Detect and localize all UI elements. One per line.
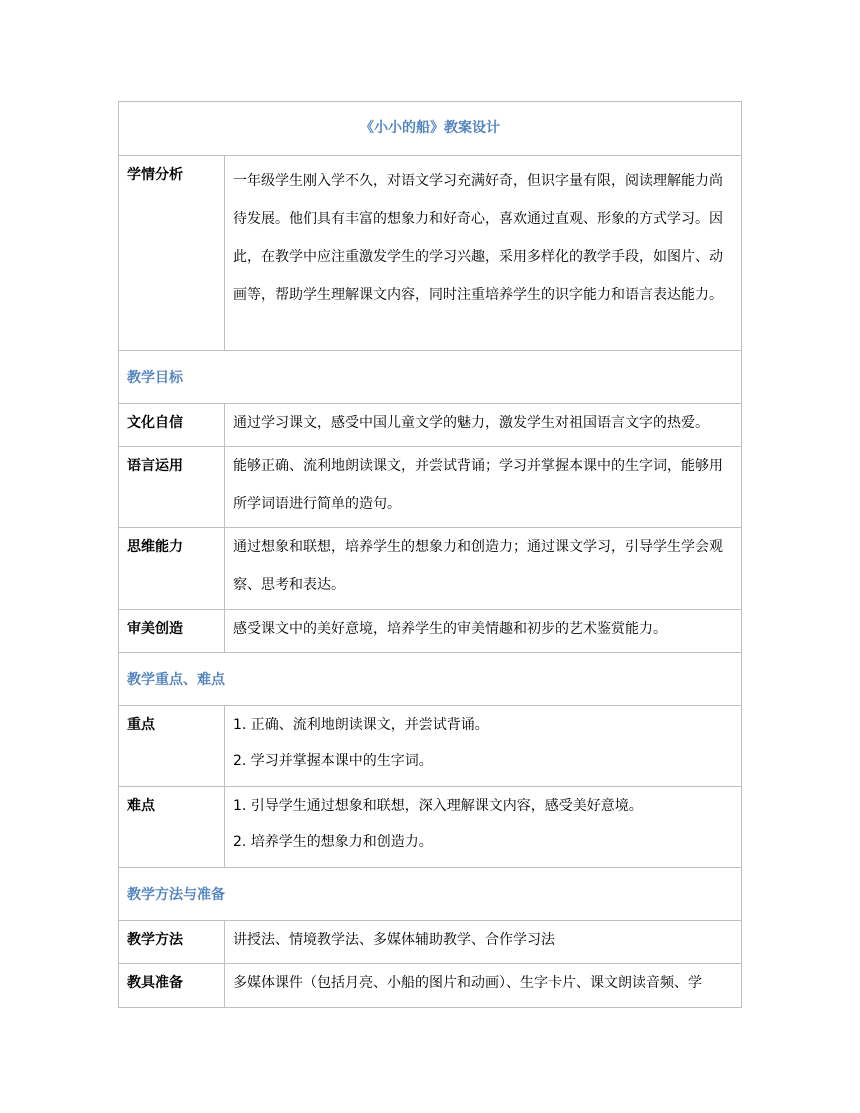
goals-heading-row xyxy=(119,351,742,404)
method-label: 教学方法 xyxy=(119,921,225,964)
goal-row-culture xyxy=(119,404,742,447)
lesson-plan-table xyxy=(118,101,742,1008)
tools-row xyxy=(119,964,742,1008)
method-text: 讲授法、情境教学法、多媒体辅助教学、合作学习法 xyxy=(225,921,742,964)
focus-list xyxy=(225,706,742,787)
goal-text-aesthetic: 感受课文中的美好意境，培养学生的审美情趣和初步的艺术鉴赏能力。 xyxy=(225,610,742,653)
goal-label-aesthetic: 审美创造 xyxy=(119,610,225,653)
focus-item: 2. 学习并掌握本课中的生字词。 xyxy=(233,753,433,769)
goal-row-language xyxy=(119,447,742,528)
methods-heading-row xyxy=(119,868,742,921)
key-points-heading-row xyxy=(119,653,742,706)
method-row xyxy=(119,921,742,964)
focus-row xyxy=(119,706,742,787)
difficulty-label: 难点 xyxy=(119,787,225,868)
goal-label-language: 语言运用 xyxy=(119,447,225,528)
student-analysis-label: 学情分析 xyxy=(119,156,225,351)
difficulty-item: 1. 引导学生通过想象和联想，深入理解课文内容，感受美好意境。 xyxy=(233,798,643,814)
goal-label-culture: 文化自信 xyxy=(119,404,225,447)
goals-heading: 教学目标 xyxy=(119,351,742,404)
key-points-heading: 教学重点、难点 xyxy=(119,653,742,706)
difficulty-row xyxy=(119,787,742,868)
student-analysis-row xyxy=(119,156,742,351)
title-row xyxy=(119,102,742,156)
goal-text-culture: 通过学习课文，感受中国儿童文学的魅力，激发学生对祖国语言文字的热爱。 xyxy=(225,404,742,447)
goal-row-aesthetic xyxy=(119,610,742,653)
difficulty-list xyxy=(225,787,742,868)
tools-label: 教具准备 xyxy=(119,964,225,1008)
goal-label-thinking: 思维能力 xyxy=(119,528,225,610)
methods-heading: 教学方法与准备 xyxy=(119,868,742,921)
goal-text-thinking: 通过想象和联想，培养学生的想象力和创造力；通过课文学习，引导学生学会观察、思考和表达。 xyxy=(225,528,742,610)
focus-item: 1. 正确、流利地朗读课文，并尝试背诵。 xyxy=(233,717,489,733)
student-analysis-paragraph: 一年级学生刚入学不久，对语文学习充满好奇，但识字量有限，阅读理解能力尚待发展。他们具有丰富的想象力和好奇心，喜欢通过直观、形象的方式学习。因此，在教学中应注重激发学生的学习兴趣，采用多样化的教学手段，如图片、动画等，帮助学生理解课文内容，同时注重培养学生的识字能力和语言表达能力。 xyxy=(233,173,723,303)
tools-text: 多媒体课件（包括月亮、小船的图片和动画）、生字卡片、课文朗读音频、学 xyxy=(225,964,742,1008)
student-analysis-text xyxy=(225,156,742,351)
goal-text-language: 能够正确、流利地朗读课文，并尝试背诵；学习并掌握本课中的生字词，能够用所学词语进行简单的造句。 xyxy=(225,447,742,528)
goal-row-thinking xyxy=(119,528,742,610)
focus-label: 重点 xyxy=(119,706,225,787)
document-title: 《小小的船》教案设计 xyxy=(119,102,742,156)
difficulty-item: 2. 培养学生的想象力和创造力。 xyxy=(233,834,433,850)
